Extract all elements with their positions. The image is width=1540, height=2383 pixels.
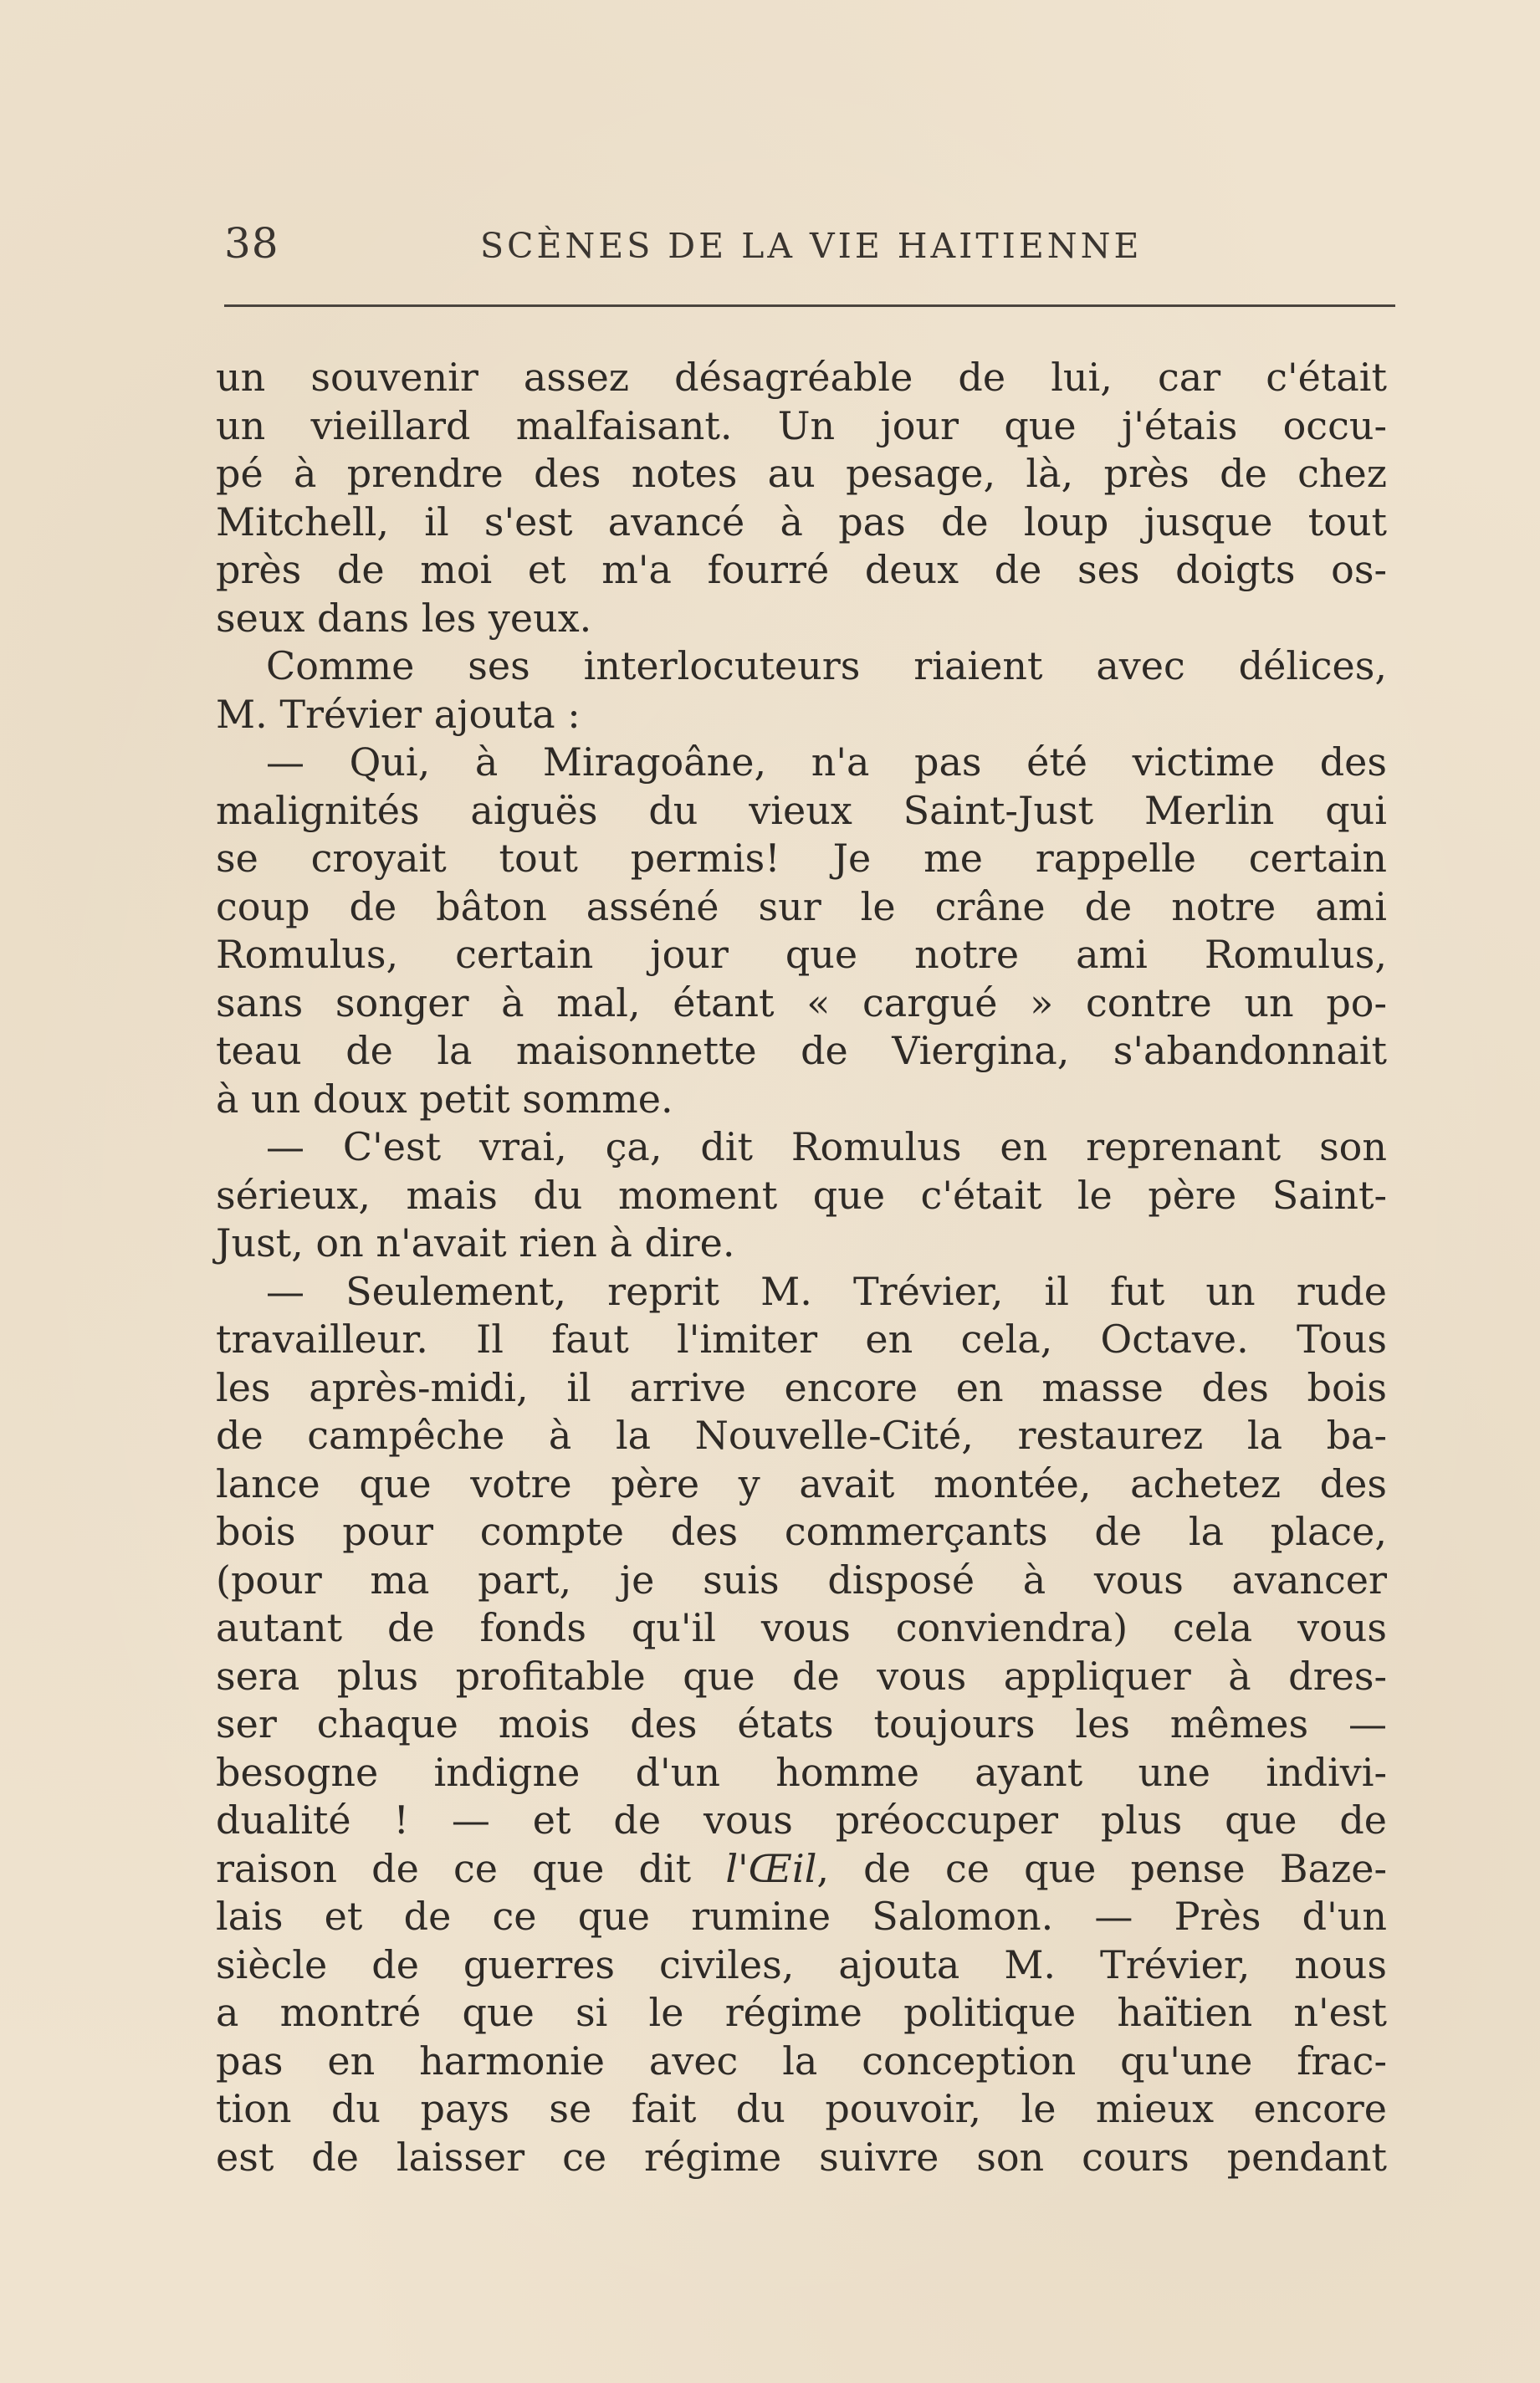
text-line: — Qui, à Miragoâne, n'a pas été victime des bbox=[266, 739, 1387, 785]
text-line: Comme ses interlocuteurs riaient avec délices, bbox=[266, 643, 1387, 688]
text-line: malignités aiguës du vieux Saint-Just Merlin qui bbox=[216, 787, 1387, 833]
text-line: pas en harmonie avec la conception qu'une frac- bbox=[216, 2038, 1387, 2084]
text-line: Romulus, certain jour que notre ami Romulus, bbox=[216, 932, 1387, 977]
page-number: 38 bbox=[224, 219, 279, 268]
text-line: dualité ! — et de vous préoccuper plus que de bbox=[216, 1797, 1387, 1843]
page-header bbox=[224, 219, 1395, 278]
text-line: sérieux, mais du moment que c'était le père Saint- bbox=[216, 1172, 1387, 1218]
running-title: SCÈNES DE LA VIE HAITIENNE bbox=[480, 226, 1143, 266]
body-text bbox=[216, 354, 1387, 2181]
text-line: lance que votre père y avait montée, achetez des bbox=[216, 1460, 1387, 1506]
text-segment: raison de ce que dit bbox=[216, 1845, 726, 1891]
text-line: près de moi et m'a fourré deux de ses doigts os- bbox=[216, 547, 1387, 592]
header-rule bbox=[224, 304, 1395, 307]
text-line: teau de la maisonnette de Viergina, s'abandonnait bbox=[216, 1028, 1387, 1073]
text-line: besogne indigne d'un homme ayant une indivi- bbox=[216, 1749, 1387, 1795]
text-line: — Seulement, reprit M. Trévier, il fut un rude bbox=[266, 1268, 1387, 1314]
text-line: coup de bâton asséné sur le crâne de notre ami bbox=[216, 883, 1387, 929]
text-line: les après-midi, il arrive encore en masse des bois bbox=[216, 1364, 1387, 1410]
text-line: tion du pays se fait du pouvoir, le mieux encore bbox=[216, 2086, 1387, 2131]
text-line: (pour ma part, je suis disposé à vous avancer bbox=[216, 1557, 1387, 1603]
text-line: sera plus profitable que de vous appliquer à dres- bbox=[216, 1653, 1387, 1699]
text-line: pé à prendre des notes au pesage, là, près de chez bbox=[216, 451, 1387, 496]
text-line: a montré que si le régime politique haïtien n'est bbox=[216, 1990, 1387, 2035]
text-line: Just, on n'avait rien à dire. bbox=[216, 1220, 735, 1266]
text-line: bois pour compte des commerçants de la place, bbox=[216, 1509, 1387, 1554]
text-line: — C'est vrai, ça, dit Romulus en reprenant son bbox=[266, 1124, 1387, 1169]
text-segment: , de ce que pense Baze- bbox=[816, 1845, 1387, 1891]
text-line: à un doux petit somme. bbox=[216, 1076, 673, 1122]
text-line-with-italic bbox=[216, 1845, 1387, 1894]
text-line: travailleur. Il faut l'imiter en cela, Octave. Tous bbox=[216, 1317, 1387, 1362]
text-line: autant de fonds qu'il vous conviendra) cela vous bbox=[216, 1605, 1387, 1650]
text-line: M. Trévier ajouta : bbox=[216, 691, 581, 737]
text-line: ser chaque mois des états toujours les mêmes — bbox=[216, 1701, 1387, 1746]
text-line: de campêche à la Nouvelle-Cité, restaurez la ba- bbox=[216, 1413, 1387, 1458]
text-line: un souvenir assez désagréable de lui, car c'était bbox=[216, 355, 1387, 400]
text-line: Mitchell, il s'est avancé à pas de loup jusque tout bbox=[216, 499, 1387, 545]
text-line: siècle de guerres civiles, ajouta M. Trévier, nous bbox=[216, 1941, 1387, 1987]
text-line: un vieillard malfaisant. Un jour que j'étais occu- bbox=[216, 402, 1387, 448]
text-line: est de laisser ce régime suivre son cours pendant bbox=[216, 2134, 1387, 2180]
text-line: se croyait tout permis! Je me rappelle certain bbox=[216, 836, 1387, 881]
italic-title-oeil: l'Œil bbox=[725, 1845, 817, 1891]
text-line: seux dans les yeux. bbox=[216, 595, 592, 641]
text-line: lais et de ce que rumine Salomon. — Près d'un bbox=[216, 1894, 1387, 1939]
text-line: sans songer à mal, étant « cargué » contre un po- bbox=[216, 979, 1387, 1025]
